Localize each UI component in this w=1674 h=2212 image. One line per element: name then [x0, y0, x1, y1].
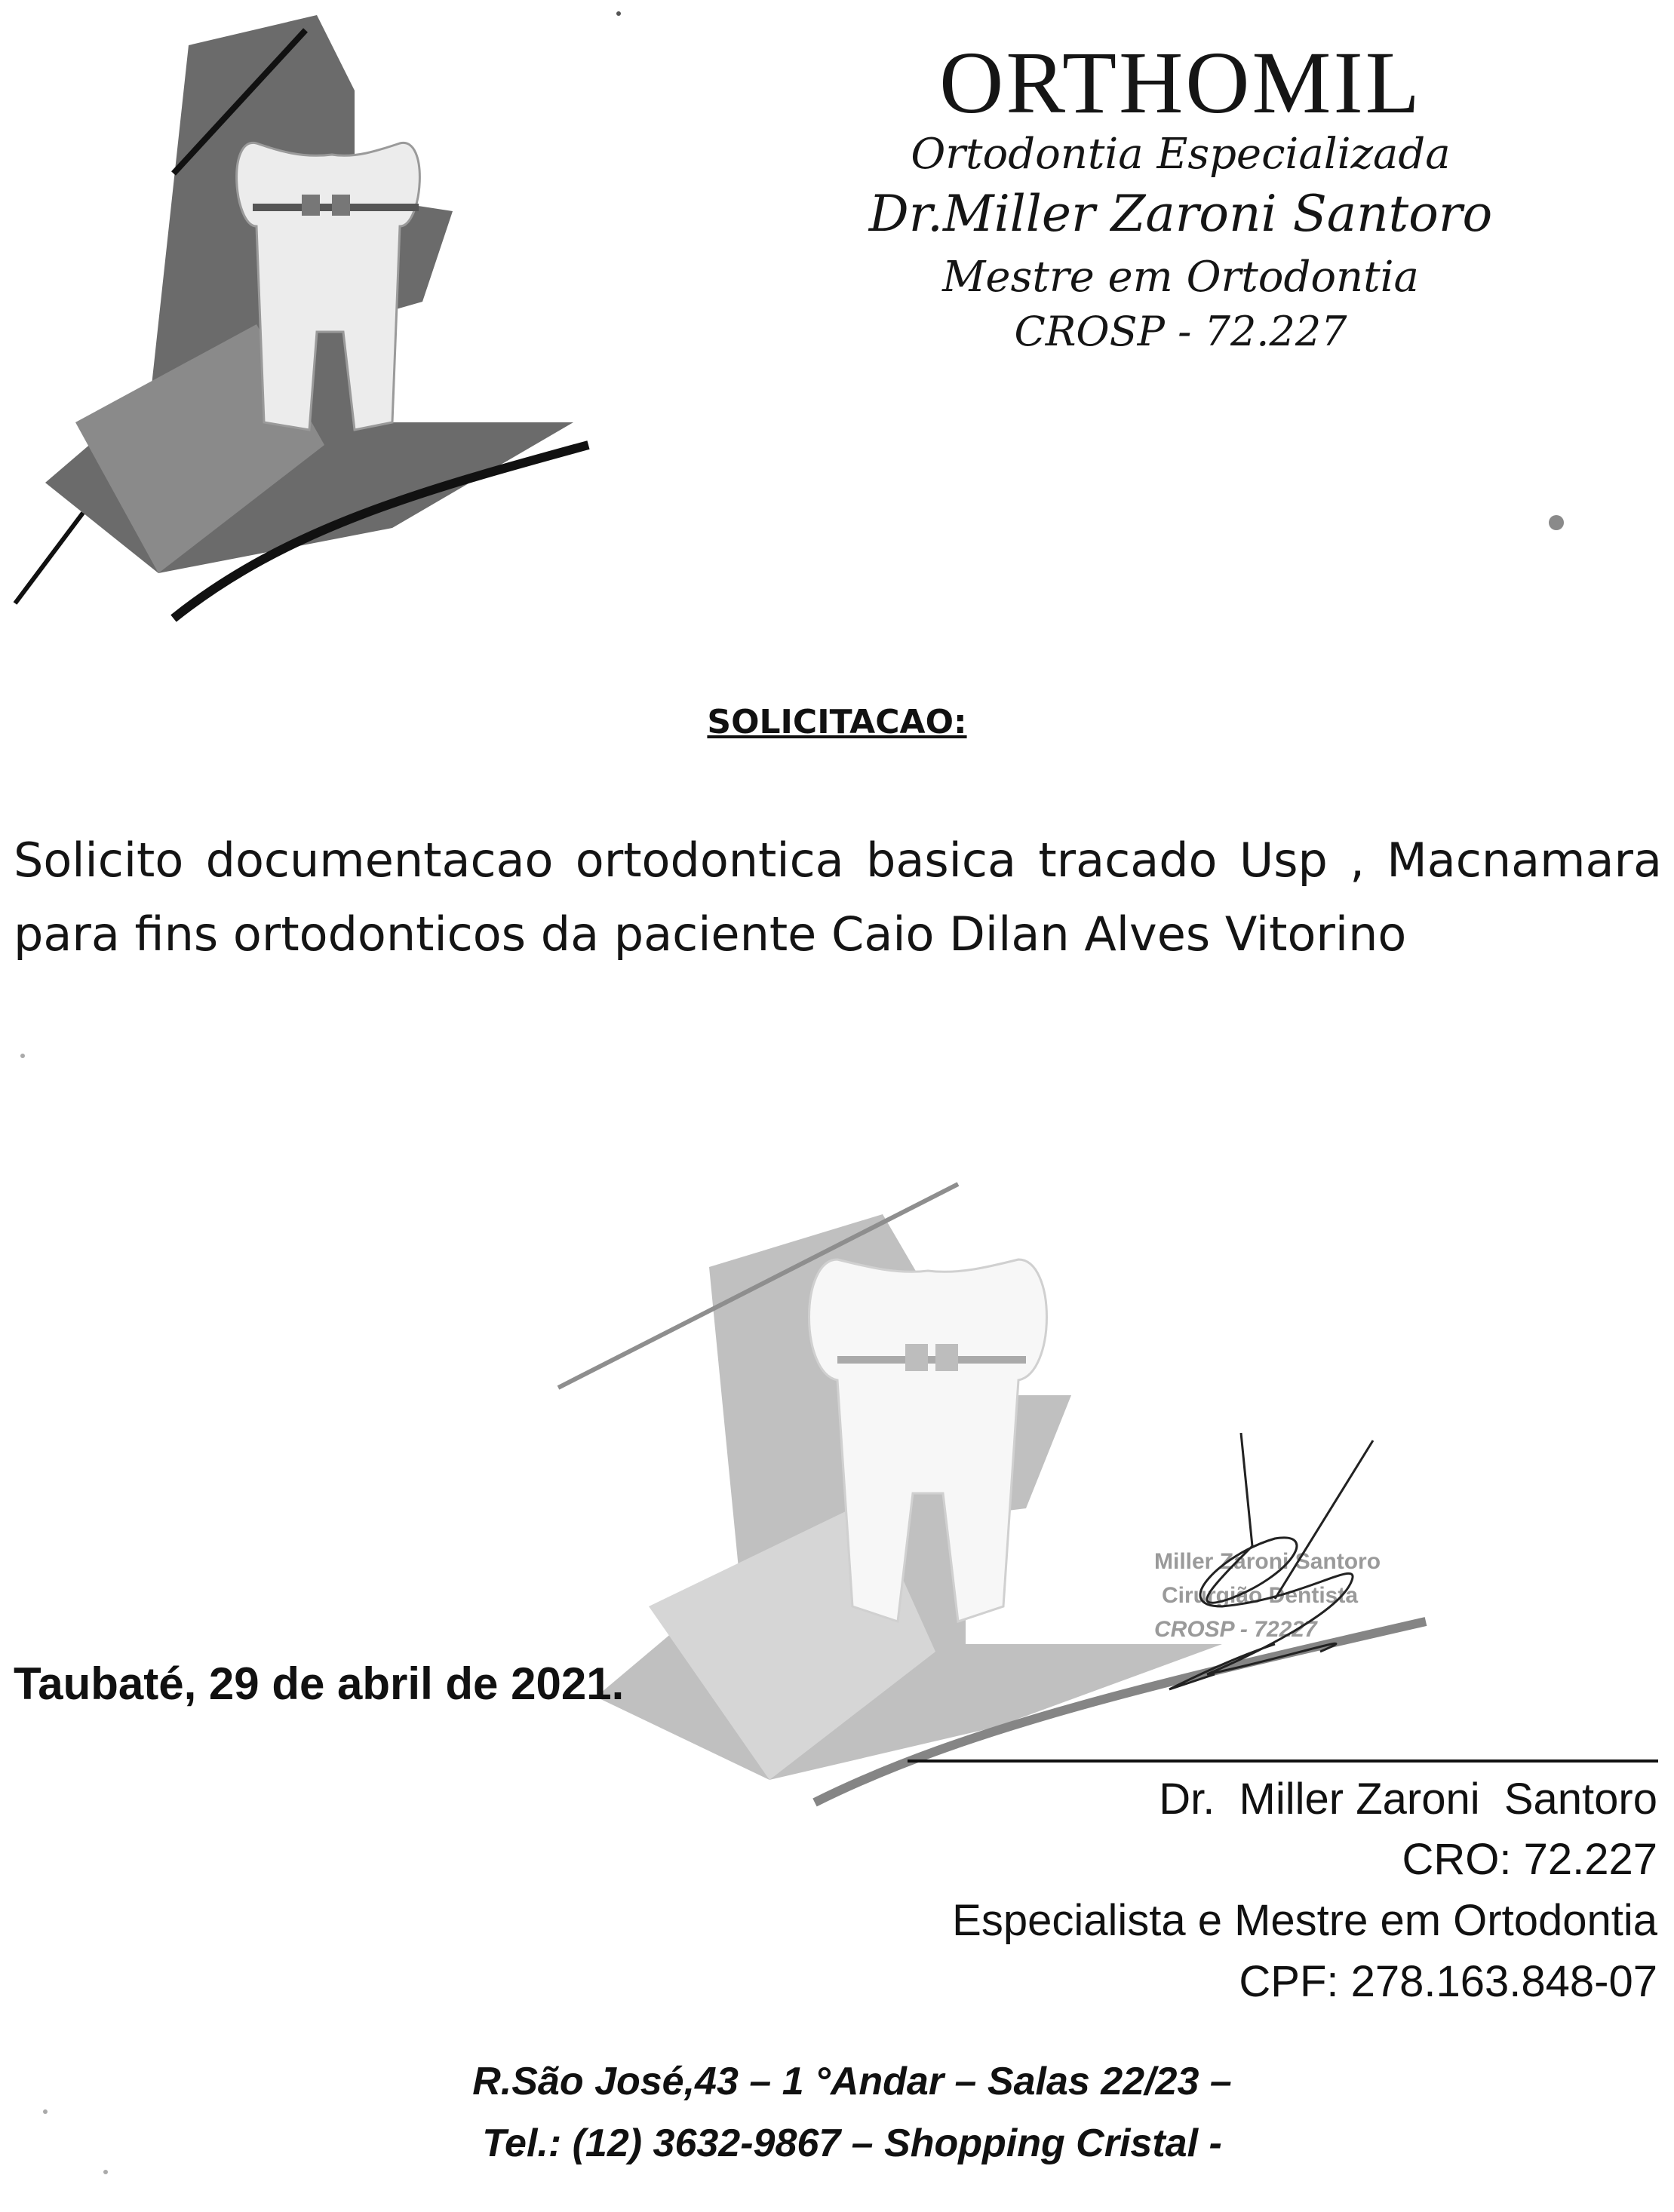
- letterhead-subtitle: Ortodontia Especializada: [911, 130, 1451, 179]
- footer-phone: Tel.: (12) 3632-9867 – Shopping Cristal -: [482, 2121, 1222, 2165]
- signature-cpf: CPF: 278.163.848-07: [1239, 1957, 1657, 2006]
- svg-text:CROSP - 72227: CROSP - 72227: [1154, 1617, 1317, 1642]
- letterhead-doctor: Dr.Miller Zaroni Santoro: [868, 185, 1493, 243]
- svg-text:Cirurgião Dentista: Cirurgião Dentista: [1162, 1583, 1359, 1608]
- tooth-logo-icon: [0, 0, 619, 649]
- signature-cro: CRO: 72.227: [1402, 1835, 1657, 1884]
- signature-name: Dr. Miller Zaroni Santoro: [1159, 1775, 1657, 1824]
- letterhead-registration: CROSP - 72.227: [1014, 308, 1347, 355]
- letterhead-degree: Mestre em Ortodontia: [942, 253, 1419, 302]
- signature-stamp-icon: [1124, 1425, 1577, 1727]
- signature-line: [908, 1759, 1658, 1763]
- signature-specialty: Especialista e Mestre em Ortodontia: [952, 1896, 1657, 1945]
- footer-address: R.São José,43 – 1 °Andar – Salas 22/23 –: [472, 2060, 1232, 2103]
- svg-text:Miller Zaroni Santoro: Miller Zaroni Santoro: [1154, 1549, 1381, 1574]
- document-heading: SOLICITACAO:: [707, 703, 967, 741]
- brand-name: ORTHOMIL: [939, 33, 1422, 132]
- document-body: Solicito documentacao ortodontica basica tracado Usp , Macnamara para fins ortodonticos da paciente Caio Dilan Alves Vitorino: [14, 833, 1662, 962]
- document-date: Taubaté, 29 de abril de 2021.: [14, 1658, 625, 1709]
